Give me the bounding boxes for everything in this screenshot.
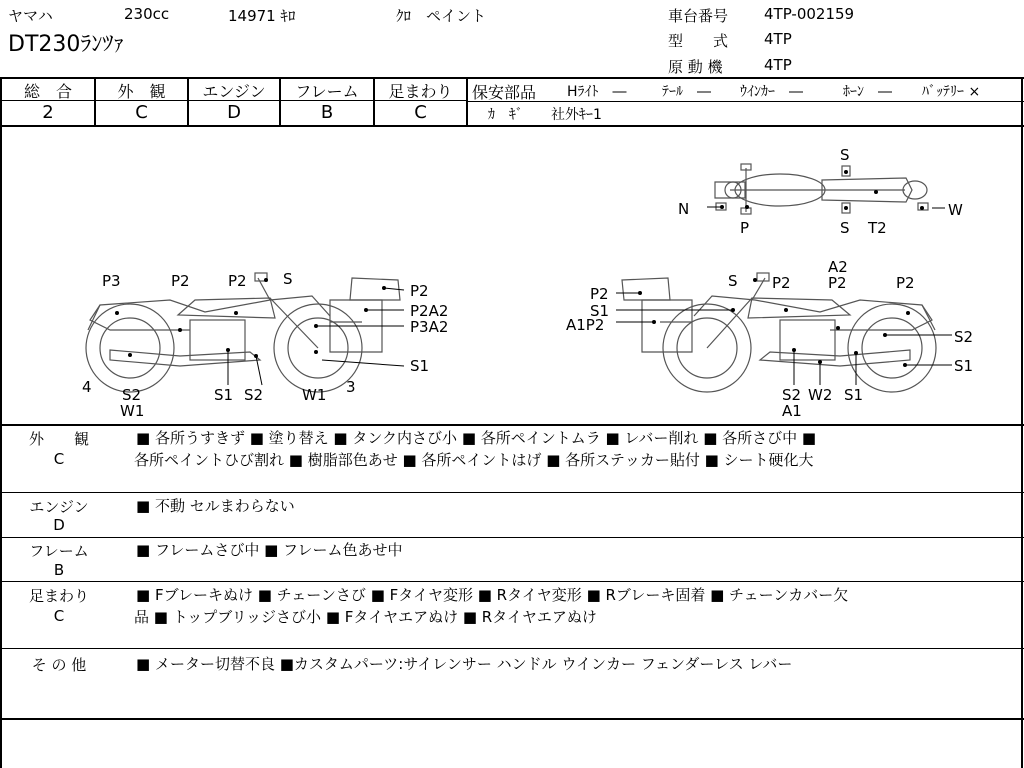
suspension-grade: C <box>414 102 427 123</box>
safety-battery: ﾊﾞｯﾃﾘｰ × <box>922 84 981 100</box>
diagram-label: P2 <box>590 285 609 303</box>
detail-label-other: そ の 他 <box>31 656 87 674</box>
diagram-label: A1P2 <box>566 316 605 334</box>
engine-grade: D <box>227 102 241 123</box>
diagram-label: P2 <box>896 274 915 292</box>
detail-grade-engine: D <box>53 516 65 534</box>
diagram-label: S1 <box>214 386 234 404</box>
diagram-label: P3A2 <box>410 318 449 336</box>
overall-grade: 2 <box>42 102 54 123</box>
details-bottom-border <box>0 718 1024 720</box>
details-top-border <box>0 424 1024 426</box>
diagram-label: A2 <box>828 258 848 276</box>
model-name: DT230ﾗﾝﾂｧ <box>8 32 125 57</box>
details-row-divider <box>0 648 1024 649</box>
diagram-label: P2 <box>772 274 791 292</box>
overall-label: 総 合 <box>23 82 72 101</box>
exterior-grade: C <box>135 102 148 123</box>
diagram-label: S <box>728 272 738 290</box>
detail-label-exterior: 外 観 <box>28 430 89 448</box>
detail-text-engine: ■ 不動 セルまわらない <box>136 497 295 515</box>
diagram-label: W1 <box>302 386 327 404</box>
diagram-label: S <box>840 146 850 164</box>
diagram-label: 4 <box>82 378 92 396</box>
diagram-label: T2 <box>868 219 887 237</box>
diagram-label: S2 <box>244 386 264 404</box>
detail-grade-frame: B <box>53 561 65 579</box>
frame-grade-label: フレーム <box>295 82 359 101</box>
safety-winker: ｳｲﾝｶｰ ― <box>740 84 803 100</box>
detail-label-suspension: 足まわり <box>28 587 89 605</box>
diagram-label: P2 <box>228 272 247 290</box>
detail-text-exterior-cont: 各所ペイントひび割れ ■ 樹脂部色あせ ■ 各所ペイントはげ ■ 各所ステッカー貼付 ■ シート硬化大 <box>134 451 814 469</box>
diagram-label: S2 <box>954 328 974 346</box>
engine-grade-label: エンジン <box>202 82 266 101</box>
frame-grade: B <box>320 102 334 123</box>
diagram-label: N <box>678 200 690 218</box>
exterior-label: 外 観 <box>117 82 166 101</box>
diagram-label: P <box>740 219 750 237</box>
safety-key: ｶ ｷﾞ 社外ｷｰ1 <box>488 107 602 123</box>
details-row-divider <box>0 581 1024 582</box>
frame-number-label: 車台番号 <box>668 7 729 25</box>
detail-text-exterior: ■ 各所うすきず ■ 塗り替え ■ タンク内さび小 ■ 各所ペイントムラ ■ レバー削れ ■ 各所さび中 ■ <box>136 429 817 447</box>
diagram-label: P3 <box>102 272 121 290</box>
frame-number: 4TP-002159 <box>764 5 855 23</box>
safety-headlight: Hﾗｲﾄ ― <box>567 84 627 100</box>
left-side-view-icon <box>86 273 400 392</box>
safety-horn: ﾎｰﾝ ― <box>843 84 892 100</box>
safety-label: 保安部品 <box>472 83 537 102</box>
engine-label: 原 動 機 <box>668 58 723 76</box>
detail-grade-suspension: C <box>53 607 65 625</box>
detail-text-frame: ■ フレームさび中 ■ フレーム色あせ中 <box>136 541 403 559</box>
type-label: 型 式 <box>668 32 729 50</box>
diagram-label: S <box>840 219 850 237</box>
damage-marker-dots <box>115 170 924 367</box>
details-row-divider <box>0 492 1024 493</box>
detail-text-other: ■ メーター切替不良 ■カスタムパーツ:サイレンサー ハンドル ウインカー フェンダーレス レバー <box>136 655 793 673</box>
details-row-divider <box>0 537 1024 538</box>
engine-value: 4TP <box>764 56 792 74</box>
maker: ヤマハ <box>8 7 53 25</box>
detail-grade-exterior: C <box>53 450 65 468</box>
detail-label-engine: エンジン <box>29 498 89 516</box>
diagram-label: A1 <box>782 402 802 420</box>
diagram-label: S1 <box>954 357 974 375</box>
diagram-label: S1 <box>590 302 610 320</box>
detail-label-frame: フレーム <box>29 542 89 560</box>
diagram-label: S1 <box>844 386 864 404</box>
mileage: 14971 ｷﾛ <box>228 7 296 25</box>
diagram-label: P2 <box>410 282 429 300</box>
diagram-label: S1 <box>410 357 430 375</box>
type-value: 4TP <box>764 30 792 48</box>
safety-taillight: ﾃｰﾙ ― <box>662 84 711 100</box>
diagram-label: S <box>283 270 293 288</box>
detail-text-suspension: ■ Fブレーキぬけ ■ チェーンさび ■ Fタイヤ変形 ■ Rタイヤ変形 ■ Rブレーキ固着 ■ チェーンカバー欠 <box>136 586 849 604</box>
diagram-label: W2 <box>808 386 833 404</box>
diagram-label: P2 <box>828 274 847 292</box>
diagram-label: S2 <box>122 386 142 404</box>
displacement: 230cc <box>124 5 170 23</box>
color: ｸﾛ ペイント <box>396 7 487 25</box>
diagram-label: W1 <box>120 402 145 420</box>
detail-text-suspension-cont: 品 ■ トップブリッジさび小 ■ Fタイヤエアぬけ ■ Rタイヤエアぬけ <box>134 608 597 626</box>
diagram-label: 3 <box>346 378 356 396</box>
diagram-label: P2 <box>171 272 190 290</box>
diagram-label: P2A2 <box>410 302 449 320</box>
suspension-grade-label: 足まわり <box>388 82 453 101</box>
diagram-label: W <box>948 201 963 219</box>
diagram-label: S2 <box>782 386 802 404</box>
